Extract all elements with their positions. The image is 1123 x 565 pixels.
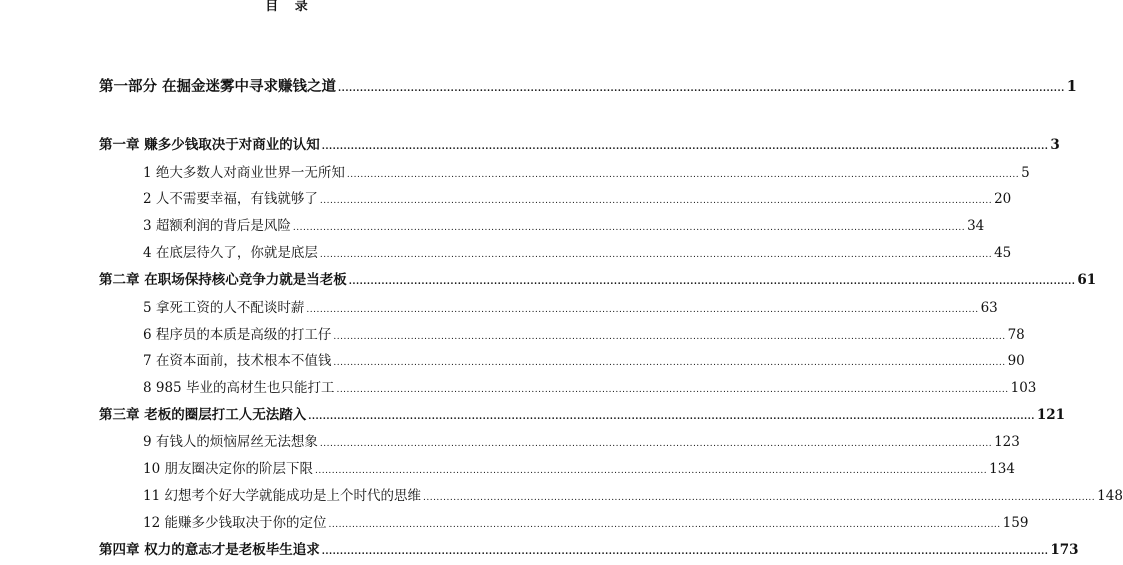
leader-dots: ........................................................................................................................................................................................................ — [333, 358, 1006, 368]
leader-dots: ........................................................................................................................................................................................................ — [292, 223, 966, 233]
toc-section-entry — [143, 299, 998, 317]
leader-dots: ........................................................................................................................................................................................................ — [336, 385, 1009, 395]
part-label: 第一部分 在掘金迷雾中寻求赚钱之道 — [99, 78, 337, 95]
section-label: 8 985 毕业的高材生也只能打工 — [143, 380, 335, 396]
toc-chapter-entry — [99, 271, 1097, 289]
section-label: 6 程序员的本质是高级的打工仔 — [143, 327, 332, 343]
page-number: 61 — [1077, 272, 1097, 288]
leader-dots: ........................................................................................................................................................................................................ — [314, 466, 988, 476]
section-label: 11 幻想考个好大学就能成功是上个时代的思维 — [143, 488, 421, 504]
chapter-label: 第三章 老板的圈层打工人无法踏入 — [99, 407, 307, 423]
leader-dots: ........................................................................................................................................................................................................ — [306, 305, 979, 315]
section-label: 2 人不需要幸福，有钱就够了 — [143, 191, 318, 207]
leader-dots: ........................................................................................................................................................................................................ — [321, 142, 1049, 152]
page-number: 3 — [1050, 137, 1060, 153]
leader-dots: ........................................................................................................................................................................................................ — [319, 250, 993, 260]
page-number: 20 — [994, 191, 1012, 207]
page-number: 63 — [980, 300, 998, 316]
section-label: 4 在底层待久了，你就是底层 — [143, 245, 318, 261]
page-number: 45 — [994, 245, 1012, 261]
toc-section-entry — [143, 352, 1025, 370]
section-label: 7 在资本面前，技术根本不值钱 — [143, 353, 332, 369]
section-label: 9 有钱人的烦恼屌丝无法想象 — [143, 434, 318, 450]
toc-chapter-entry — [99, 541, 1079, 559]
leader-dots: ........................................................................................................................................................................................................ — [319, 196, 993, 206]
section-label: 10 朋友圈决定你的阶层下限 — [143, 461, 313, 477]
section-label: 5 拿死工资的人不配谈时薪 — [143, 300, 305, 316]
leader-dots: ........................................................................................................................................................................................................ — [348, 277, 1076, 287]
leader-dots: ........................................................................................................................................................................................................ — [321, 547, 1049, 557]
chapter-label: 第二章 在职场保持核心竞争力就是当老板 — [99, 272, 347, 288]
toc-section-entry — [143, 244, 1012, 262]
toc-section-entry — [143, 217, 985, 235]
page-number: 148 — [1097, 488, 1123, 504]
leader-dots: ........................................................................................................................................................................................................ — [338, 84, 1065, 94]
leader-dots: ........................................................................................................................................................................................................ — [346, 170, 1020, 180]
toc-title: 目 录 — [265, 0, 314, 14]
page-number: 78 — [1007, 327, 1025, 343]
chapter-label: 第四章 权力的意志才是老板毕生追求 — [99, 542, 320, 558]
toc-section-entry — [143, 326, 1025, 344]
section-label: 3 超额利润的背后是风险 — [143, 218, 291, 234]
page-number: 34 — [967, 218, 985, 234]
page-number: 103 — [1010, 380, 1037, 396]
toc-section-entry — [143, 514, 1029, 532]
toc-section-entry — [143, 190, 1012, 208]
page-number: 159 — [1002, 515, 1029, 531]
page-number: 5 — [1021, 165, 1030, 181]
page-number: 173 — [1050, 542, 1079, 558]
leader-dots: ........................................................................................................................................................................................................ — [422, 493, 1096, 503]
toc-section-entry — [143, 379, 1037, 397]
toc-section-entry — [143, 487, 1123, 505]
section-label: 1 绝大多数人对商业世界一无所知 — [143, 165, 345, 181]
toc-section-entry — [143, 433, 1020, 451]
page-number: 121 — [1036, 407, 1066, 423]
toc-chapter-entry — [99, 406, 1066, 424]
page-number: 90 — [1007, 353, 1025, 369]
toc-part-entry — [99, 78, 1077, 96]
section-label: 12 能赚多少钱取决于你的定位 — [143, 515, 327, 531]
page-number: 123 — [994, 434, 1020, 450]
toc-section-entry — [143, 460, 1015, 478]
page-number: 1 — [1066, 78, 1077, 95]
leader-dots: ........................................................................................................................................................................................................ — [328, 520, 1001, 530]
leader-dots: ........................................................................................................................................................................................................ — [333, 332, 1006, 342]
leader-dots: ........................................................................................................................................................................................................ — [308, 412, 1035, 422]
chapter-label: 第一章 赚多少钱取决于对商业的认知 — [99, 137, 320, 153]
toc-section-entry — [143, 164, 1030, 182]
page-number: 134 — [989, 461, 1015, 477]
leader-dots: ........................................................................................................................................................................................................ — [319, 439, 993, 449]
toc-chapter-entry — [99, 136, 1060, 154]
